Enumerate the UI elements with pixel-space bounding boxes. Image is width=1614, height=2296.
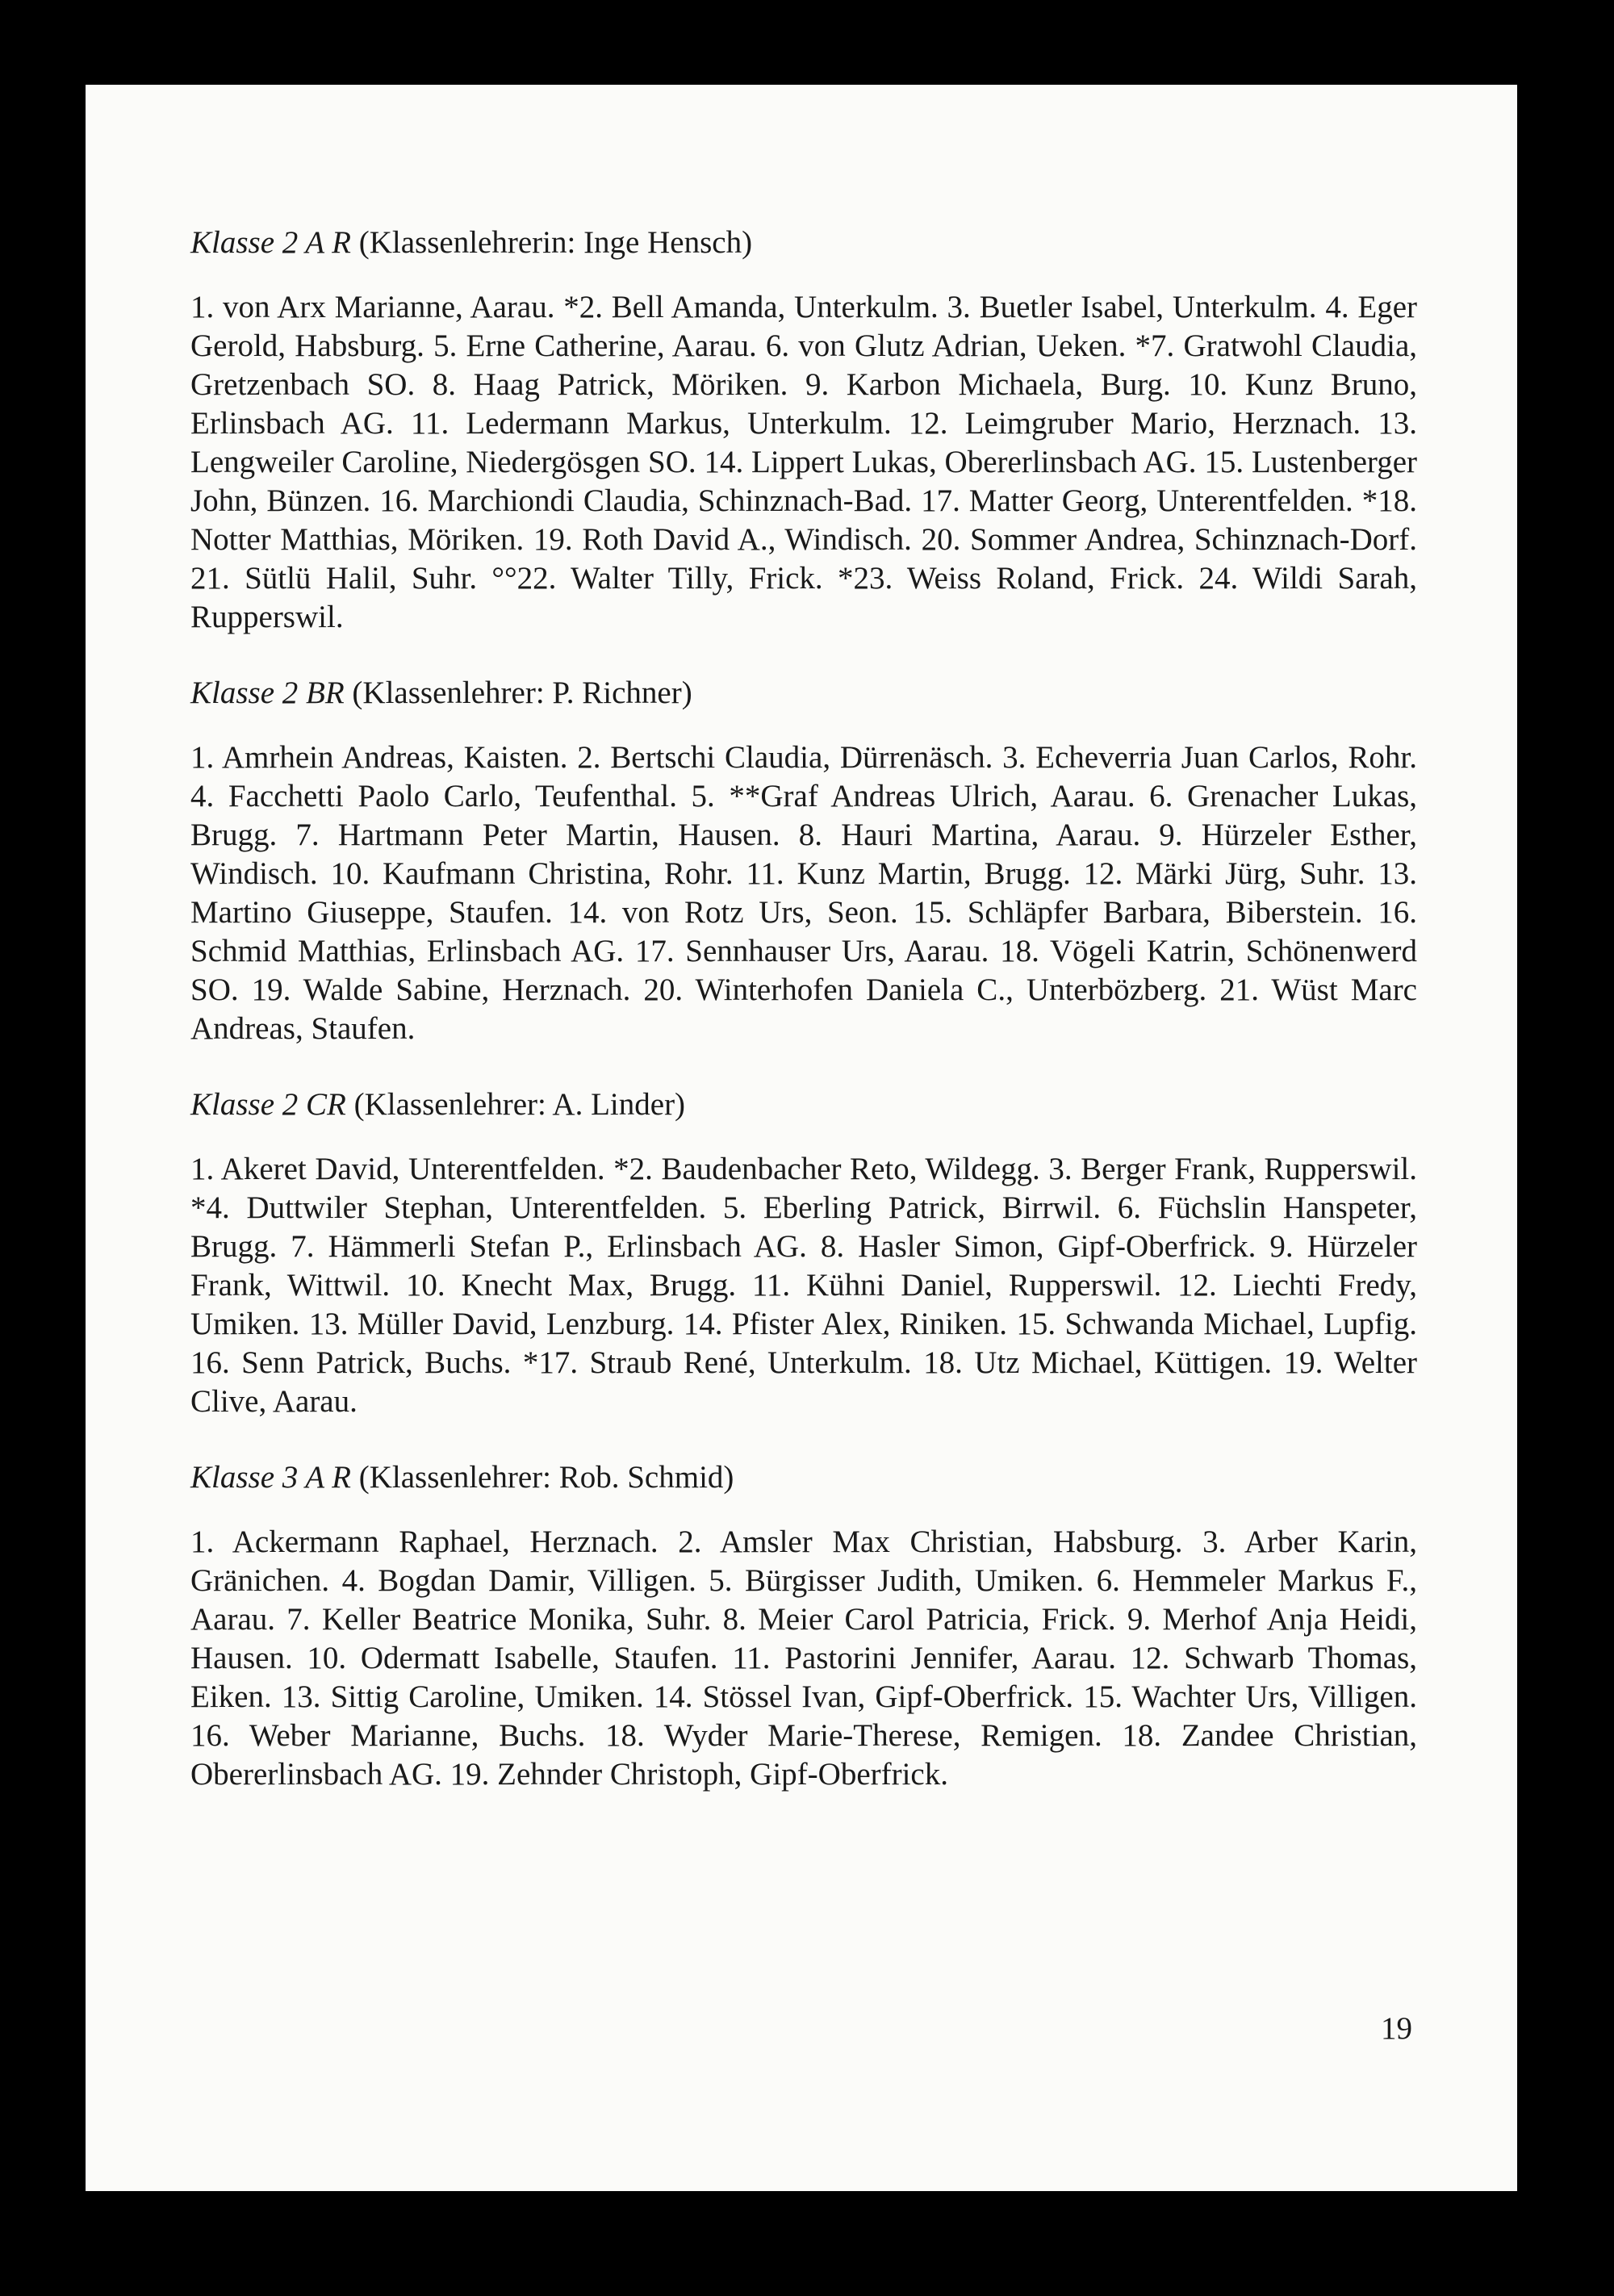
class-name: Klasse 2 CR xyxy=(190,1087,346,1122)
class-teacher: (Klassenlehrer: A. Linder) xyxy=(353,1087,686,1122)
section-heading xyxy=(190,1457,1417,1499)
document-page xyxy=(86,85,1517,2191)
class-teacher: (Klassenlehrerin: Inge Hensch) xyxy=(358,225,753,260)
class-section-2cr xyxy=(190,1084,1417,1421)
class-name: Klasse 3 A R xyxy=(190,1460,351,1495)
class-section-2br xyxy=(190,672,1417,1048)
page-number: 19 xyxy=(1381,2011,1412,2046)
class-name: Klasse 2 BR xyxy=(190,675,345,710)
section-heading xyxy=(190,222,1417,264)
student-list: 1. Ackermann Raphael, Herznach. 2. Amsler Max Christian, Habsburg. 3. Arber Karin, Gränichen. 4. Bogdan Damir, Villigen. 5. Bürgisser Judith, Umiken. 6. Hemmeler Markus F., Aarau. 7. Keller Beatrice Monika, Suhr. 8. Meier Carol Patricia, Frick. 9. Merhof Anja Heidi, Hausen. 10. Odermatt Isabelle, Staufen. 11. Pastorini Jennifer, Aarau. 12. Schwarb Thomas, Eiken. 13. Sittig Caroline, Umiken. 14. Stössel Ivan, Gipf-Oberfrick. 15. Wachter Urs, Villigen. 16. Weber Marianne, Buchs. 18. Wyder Marie-Therese, Remigen. 18. Zandee Christian, Obererlinsbach AG. 19. Zehnder Christoph, Gipf-Oberfrick. xyxy=(190,1524,1417,1792)
class-teacher: (Klassenlehrer: P. Richner) xyxy=(352,675,692,710)
class-section-3ar xyxy=(190,1457,1417,1794)
section-heading xyxy=(190,672,1417,714)
class-teacher: (Klassenlehrer: Rob. Schmid) xyxy=(358,1460,734,1495)
class-name: Klasse 2 A R xyxy=(190,225,351,260)
text-column xyxy=(190,222,1417,1830)
student-list: 1. von Arx Marianne, Aarau. *2. Bell Amanda, Unterkulm. 3. Buetler Isabel, Unterkulm. 4. Eger Gerold, Habsburg. 5. Erne Catherine, Aarau. 6. von Glutz Adrian, Ueken. *7. Gratwohl Claudia, Gretzenbach SO. 8. Haag Patrick, Möriken. 9. Karbon Michaela, Burg. 10. Kunz Bruno, Erlinsbach AG. 11. Ledermann Markus, Unterkulm. 12. Leimgruber Mario, Herznach. 13. Lengweiler Caroline, Niedergösgen SO. 14. Lippert Lukas, Obererlinsbach AG. 15. Lustenberger John, Bünzen. 16. Marchiondi Claudia, Schinznach-Bad. 17. Matter Georg, Unterentfelden. *18. Notter Matthias, Möriken. 19. Roth David A., Windisch. 20. Sommer Andrea, Schinznach-Dorf. 21. Sütlü Halil, Suhr. °°22. Walter Tilly, Frick. *23. Weiss Roland, Frick. 24. Wildi Sarah, Rupperswil. xyxy=(190,290,1417,634)
student-list: 1. Amrhein Andreas, Kaisten. 2. Bertschi Claudia, Dürrenäsch. 3. Echeverria Juan Carlos, Rohr. 4. Facchetti Paolo Carlo, Teufenthal. 5. **Graf Andreas Ulrich, Aarau. 6. Grenacher Lukas, Brugg. 7. Hartmann Peter Martin, Hausen. 8. Hauri Martina, Aarau. 9. Hürzeler Esther, Windisch. 10. Kaufmann Christina, Rohr. 11. Kunz Martin, Brugg. 12. Märki Jürg, Suhr. 13. Martino Giuseppe, Staufen. 14. von Rotz Urs, Seon. 15. Schläpfer Barbara, Biberstein. 16. Schmid Matthias, Erlinsbach AG. 17. Sennhauser Urs, Aarau. 18. Vögeli Katrin, Schönenwerd SO. 19. Walde Sabine, Herznach. 20. Winterhofen Daniela C., Unterbözberg. 21. Wüst Marc Andreas, Staufen. xyxy=(190,740,1417,1046)
student-list: 1. Akeret David, Unterentfelden. *2. Baudenbacher Reto, Wildegg. 3. Berger Frank, Rupperswil. *4. Duttwiler Stephan, Unterentfelden. 5. Eberling Patrick, Birrwil. 6. Füchslin Hanspeter, Brugg. 7. Hämmerli Stefan P., Erlinsbach AG. 8. Hasler Simon, Gipf-Oberfrick. 9. Hürzeler Frank, Wittwil. 10. Knecht Max, Brugg. 11. Kühni Daniel, Rupperswil. 12. Liechti Fredy, Umiken. 13. Müller David, Lenzburg. 14. Pfister Alex, Riniken. 15. Schwanda Michael, Lupfig. 16. Senn Patrick, Buchs. *17. Straub René, Unterkulm. 18. Utz Michael, Küttigen. 19. Welter Clive, Aarau. xyxy=(190,1152,1417,1419)
class-section-2ar xyxy=(190,222,1417,637)
section-heading xyxy=(190,1084,1417,1126)
